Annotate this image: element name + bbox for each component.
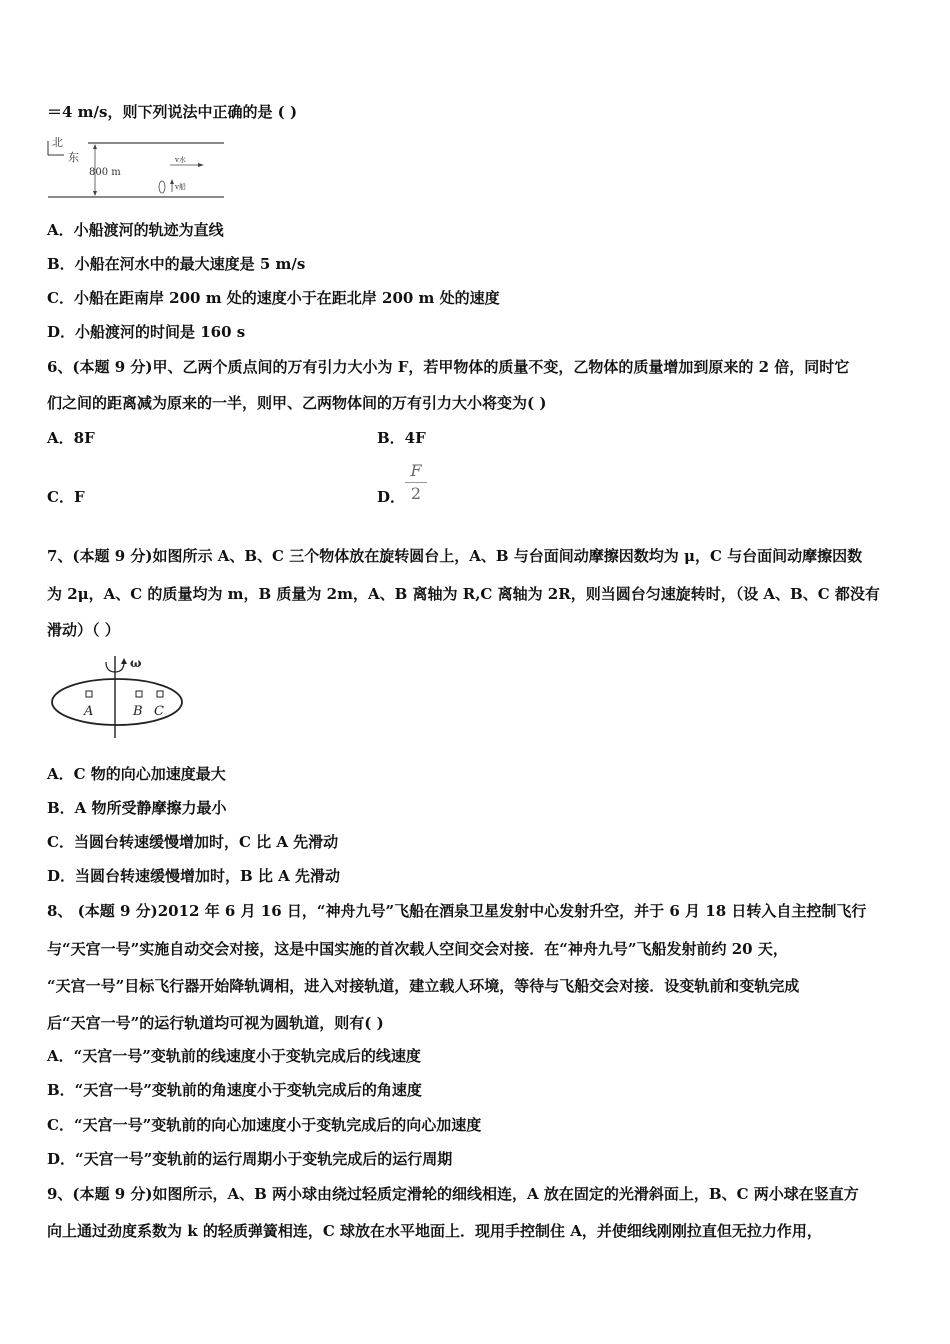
- omega-label: ω: [130, 656, 142, 670]
- width-label: 800 m: [89, 167, 121, 178]
- q7-line-1: 7、(本题 9 分)如图所示 A、B、C 三个物体放在旋转圆台上，A、B 与台面间动摩擦因数均为 μ，C 与台面间动摩擦因数: [47, 547, 863, 565]
- q5-option-a: A．小船渡河的轨迹为直线: [47, 221, 224, 239]
- q9-line-2: 向上通过劲度系数为 k 的轻质弹簧相连，C 球放在水平地面上．现用手控制住 A，并使细线刚刚拉直但无拉力作用，: [47, 1222, 822, 1240]
- q5-stem-tail: ＝4 m/s，则下列说法中正确的是 ( ): [47, 103, 298, 121]
- q8-option-c: C．“天宫一号”变轨前的向心加速度小于变轨完成后的向心加速度: [47, 1116, 482, 1134]
- fraction-denominator: 2: [410, 484, 422, 503]
- east-label: 东: [68, 151, 79, 164]
- q7-line-2: 为 2μ，A、C 的质量均为 m，B 质量为 2m，A、B 离轴为 R,C 离轴为 2R，则当圆台匀速旋转时，（设 A、B、C 都没有: [47, 585, 880, 603]
- q6-option-b: B．4F: [377, 429, 426, 447]
- turntable-diagram: [44, 652, 194, 742]
- q6-option-c: C．F: [47, 488, 85, 506]
- q7-line-3: 滑动）（ ）: [47, 621, 120, 639]
- boat: [159, 181, 165, 193]
- q6-option-d-fraction: [405, 462, 427, 503]
- label-a: A: [84, 704, 94, 719]
- q8-line-2: 与“天宫一号”实施自动交会对接，这是中国实施的首次载人空间交会对接．在“神舟九号”飞船发射前约 20 天，: [47, 940, 788, 958]
- label-b: B: [133, 704, 143, 719]
- q6-line-1: 6、(本题 9 分)甲、乙两个质点间的万有引力大小为 F，若甲物体的质量不变，乙物体的质量增加到原来的 2 倍，同时它: [47, 358, 850, 376]
- block-b: [136, 691, 142, 697]
- q8-option-a: A．“天宫一号”变轨前的线速度小于变轨完成后的线速度: [47, 1047, 421, 1065]
- q7-option-b: B．A 物所受静摩擦力最小: [47, 799, 227, 817]
- river-diagram: [44, 133, 226, 201]
- q5-option-d: D．小船渡河的时间是 160 s: [47, 323, 246, 341]
- q6-line-2: 们之间的距离减为原来的一半，则甲、乙两物体间的万有引力大小将变为( ): [47, 394, 547, 412]
- v-boat-label: v船: [175, 183, 186, 191]
- q5-option-b: B．小船在河水中的最大速度是 5 m/s: [47, 255, 306, 273]
- fraction-numerator: F: [410, 461, 422, 480]
- q7-option-d: D．当圆台转速缓慢增加时，B 比 A 先滑动: [47, 867, 340, 885]
- q7-option-c: C．当圆台转速缓慢增加时，C 比 A 先滑动: [47, 833, 339, 851]
- v-water-label: v水: [175, 156, 186, 164]
- q8-line-1: 8、 (本题 9 分)2012 年 6 月 16 日，“神舟九号”飞船在酒泉卫星发射中心发射升空，并于 6 月 18 日转入自主控制飞行: [47, 902, 867, 920]
- north-label: 北: [52, 136, 63, 149]
- q8-line-4: 后“天宫一号”的运行轨道均可视为圆轨道，则有( ): [47, 1014, 384, 1032]
- label-c: C: [154, 704, 164, 719]
- q6-option-d: D．: [377, 488, 406, 506]
- block-a: [86, 691, 92, 697]
- q8-option-b: B．“天宫一号”变轨前的角速度小于变轨完成后的角速度: [47, 1081, 422, 1099]
- q9-line-1: 9、(本题 9 分)如图所示，A、B 两小球由绕过轻质定滑轮的细线相连，A 放在固定的光滑斜面上，B、C 两小球在竖直方: [47, 1185, 859, 1203]
- q8-line-3: “天宫一号”目标飞行器开始降轨调相，进入对接轨道，建立载人环境，等待与飞船交会对接．设变轨前和变轨完成: [47, 977, 800, 995]
- fraction-bar: [405, 482, 427, 483]
- q5-option-c: C．小船在距南岸 200 m 处的速度小于在距北岸 200 m 处的速度: [47, 289, 500, 307]
- q8-option-d: D．“天宫一号”变轨前的运行周期小于变轨完成后的运行周期: [47, 1150, 453, 1168]
- q7-option-a: A．C 物的向心加速度最大: [47, 765, 226, 783]
- block-c: [157, 691, 163, 697]
- q6-option-a: A．8F: [47, 429, 95, 447]
